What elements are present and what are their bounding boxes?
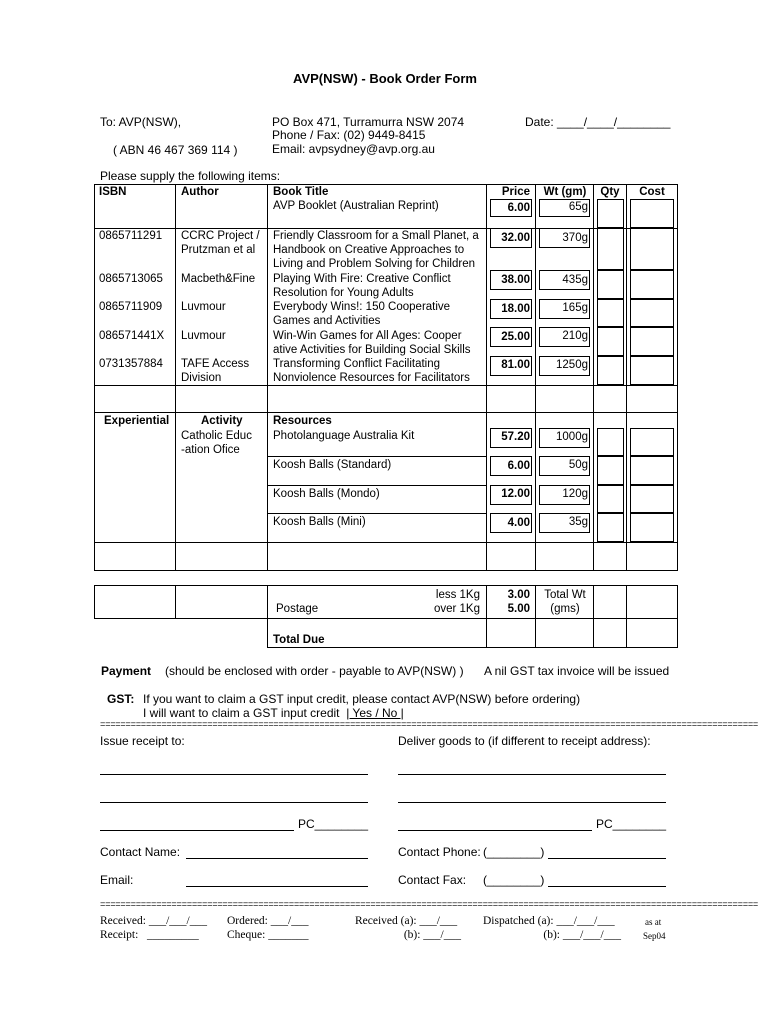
payment-label: Payment (101, 664, 152, 678)
phone-line: Phone / Fax: (02) 9449-8415 (272, 128, 426, 142)
book-isbn: 0731357884 (99, 358, 163, 370)
contact-phone-area[interactable]: (________) (483, 845, 545, 859)
received-date[interactable]: Received: ___/___/___ (100, 915, 207, 927)
resource-price: 6.00 (507, 460, 530, 472)
received-b[interactable]: (b): ___/___ (403, 929, 461, 941)
receipt-address-line-3[interactable] (100, 830, 294, 831)
col-author: Author (181, 186, 219, 198)
book-title: Playing With Fire: Creative Conflict (273, 273, 451, 285)
book-price: 25.00 (501, 331, 530, 343)
col-activity: Activity (201, 415, 243, 427)
contact-name-field[interactable] (186, 858, 368, 859)
resource-weight: 35g (568, 516, 588, 528)
book-author: Prutzman et al (181, 244, 256, 256)
col-cost: Cost (639, 186, 665, 198)
book-author: Division (181, 372, 222, 384)
book-weight: 370g (562, 232, 588, 244)
book-isbn: 086571441X (99, 330, 165, 342)
total-weight-unit: (gms) (550, 603, 580, 615)
gst-line2-text: I will want to claim a GST input credit (143, 706, 347, 720)
delivery-pc-field[interactable]: PC________ (596, 817, 667, 831)
delivery-address-line-3[interactable] (398, 830, 592, 831)
book-author: Macbeth&Fine (181, 273, 256, 285)
book-author: Luvmour (181, 301, 226, 313)
book-title: AVP Booklet (Australian Reprint) (273, 200, 439, 212)
version-date: Sep04 (643, 931, 666, 941)
book-weight: 435g (562, 274, 588, 286)
contact-name-label: Contact Name: (100, 845, 181, 859)
book-title: Handbook on Creative Approaches to (273, 244, 465, 256)
receipt-address-line-2[interactable] (100, 802, 368, 803)
separator-bottom: ================================================================================================================================= (100, 900, 759, 910)
contact-fax-label: Contact Fax: (398, 873, 467, 887)
book-weight: 165g (562, 302, 588, 314)
book-author: Luvmour (181, 330, 226, 342)
resource-weight: 50g (568, 459, 588, 471)
book-title: Living and Problem Solving for Children (273, 258, 475, 270)
book-title: Nonviolence Resources for Facilitators (273, 372, 470, 384)
col-experiential: Experiential (104, 415, 170, 427)
book-weight: 65g (568, 201, 588, 213)
resource-weight: 1000g (556, 431, 588, 443)
ordered-date[interactable]: Ordered: ___/___ (227, 915, 309, 927)
postage-label: Postage (276, 603, 319, 615)
contact-fax-field[interactable] (548, 886, 666, 887)
postage-price-over: 5.00 (507, 603, 530, 615)
col-isbn: ISBN (99, 186, 127, 198)
book-title: Everybody Wins!: 150 Cooperative (273, 301, 451, 313)
gst-line2 (143, 706, 404, 720)
intro-text: Please supply the following items: (100, 169, 281, 183)
book-title: Transforming Conflict Facilitating (273, 358, 441, 370)
contact-fax-area[interactable]: (________) (483, 873, 545, 887)
book-title: Win-Win Games for All Ages: Cooper (273, 330, 462, 342)
deliver-goods-label: Deliver goods to (if different to receipt address): (398, 734, 651, 748)
form-title: AVP(NSW) - Book Order Form (293, 71, 477, 86)
resource-weight: 120g (562, 488, 588, 500)
book-price: 38.00 (501, 274, 530, 286)
email-field[interactable] (186, 886, 368, 887)
total-due-label: Total Due (273, 634, 325, 646)
total-weight-label: Total Wt (544, 589, 586, 601)
book-title: Friendly Classroom for a Small Planet, a (273, 230, 479, 242)
payment-text: (should be enclosed with order - payable to AVP(NSW) ) (165, 664, 464, 678)
resource-author: Catholic Educ (181, 430, 252, 442)
gst-line1: If you want to claim a GST input credit, please contact AVP(NSW) before ordering) (143, 692, 581, 706)
book-price: 81.00 (501, 359, 530, 371)
abn-line: ( ABN 46 467 369 114 ) (113, 143, 238, 157)
resource-author: -ation Ofice (181, 444, 240, 456)
received-a[interactable]: Received (a): ___/___ (355, 915, 458, 927)
postage-over: over 1Kg (433, 603, 480, 615)
contact-phone-label: Contact Phone: (398, 845, 481, 859)
gst-label: GST: (107, 692, 135, 706)
gst-invoice-note: A nil GST tax invoice will be issued (484, 664, 670, 678)
col-price: Price (501, 186, 530, 198)
book-price: 6.00 (507, 202, 530, 214)
col-resources: Resources (273, 415, 332, 427)
as-at-label: as at (645, 917, 662, 927)
book-price: 32.00 (501, 232, 530, 244)
book-isbn: 0865713065 (99, 273, 163, 285)
book-author: CCRC Project / (181, 230, 260, 242)
email-label: Email: (100, 873, 134, 887)
delivery-address-line-2[interactable] (398, 802, 666, 803)
separator-top: ================================================================================================================================= (100, 720, 759, 730)
resource-price: 12.00 (501, 488, 530, 500)
postage-less: less 1Kg (435, 589, 480, 601)
resource-price: 4.00 (507, 517, 530, 529)
issue-receipt-label: Issue receipt to: (100, 734, 185, 748)
col-weight: Wt (gm) (543, 186, 587, 198)
receipt-number[interactable]: Receipt: _________ (100, 929, 199, 941)
resource-title: Koosh Balls (Mini) (273, 516, 366, 528)
resource-title: Photolanguage Australia Kit (273, 430, 415, 442)
col-qty: Qty (600, 186, 620, 198)
resource-title: Koosh Balls (Standard) (273, 459, 392, 471)
book-weight: 210g (562, 330, 588, 342)
receipt-address-line-1[interactable] (100, 774, 368, 775)
to-line: To: AVP(NSW), (100, 115, 182, 129)
book-weight: 1250g (556, 359, 588, 371)
book-title: Games and Activities (273, 315, 381, 327)
book-isbn: 0865711291 (99, 230, 163, 242)
dispatched-a[interactable]: Dispatched (a): ___/___/___ (483, 915, 615, 927)
date-field[interactable]: Date: ____/____/________ (525, 115, 671, 129)
email-line: Email: avpsydney@avp.org.au (272, 142, 435, 156)
resource-price: 57.20 (501, 431, 530, 443)
book-title: Resolution for Young Adults (273, 287, 414, 299)
book-isbn: 0865711909 (99, 301, 163, 313)
contact-phone-field[interactable] (548, 858, 666, 859)
col-book-title: Book Title (273, 186, 329, 198)
receipt-pc-field[interactable]: PC________ (298, 817, 369, 831)
resource-title: Koosh Balls (Mondo) (273, 488, 380, 500)
postage-price-less: 3.00 (507, 589, 530, 601)
dispatched-b[interactable]: (b): ___/___/___ (543, 929, 621, 941)
delivery-address-line-1[interactable] (398, 774, 666, 775)
book-price: 18.00 (501, 303, 530, 315)
gst-yes-no-choice[interactable]: | Yes / No | (346, 706, 404, 720)
book-title: ative Activities for Building Social Skills (273, 344, 471, 356)
cheque-number[interactable]: Cheque: _______ (227, 929, 309, 941)
book-author: TAFE Access (181, 358, 250, 370)
address-line: PO Box 471, Turramurra NSW 2074 (272, 115, 465, 129)
